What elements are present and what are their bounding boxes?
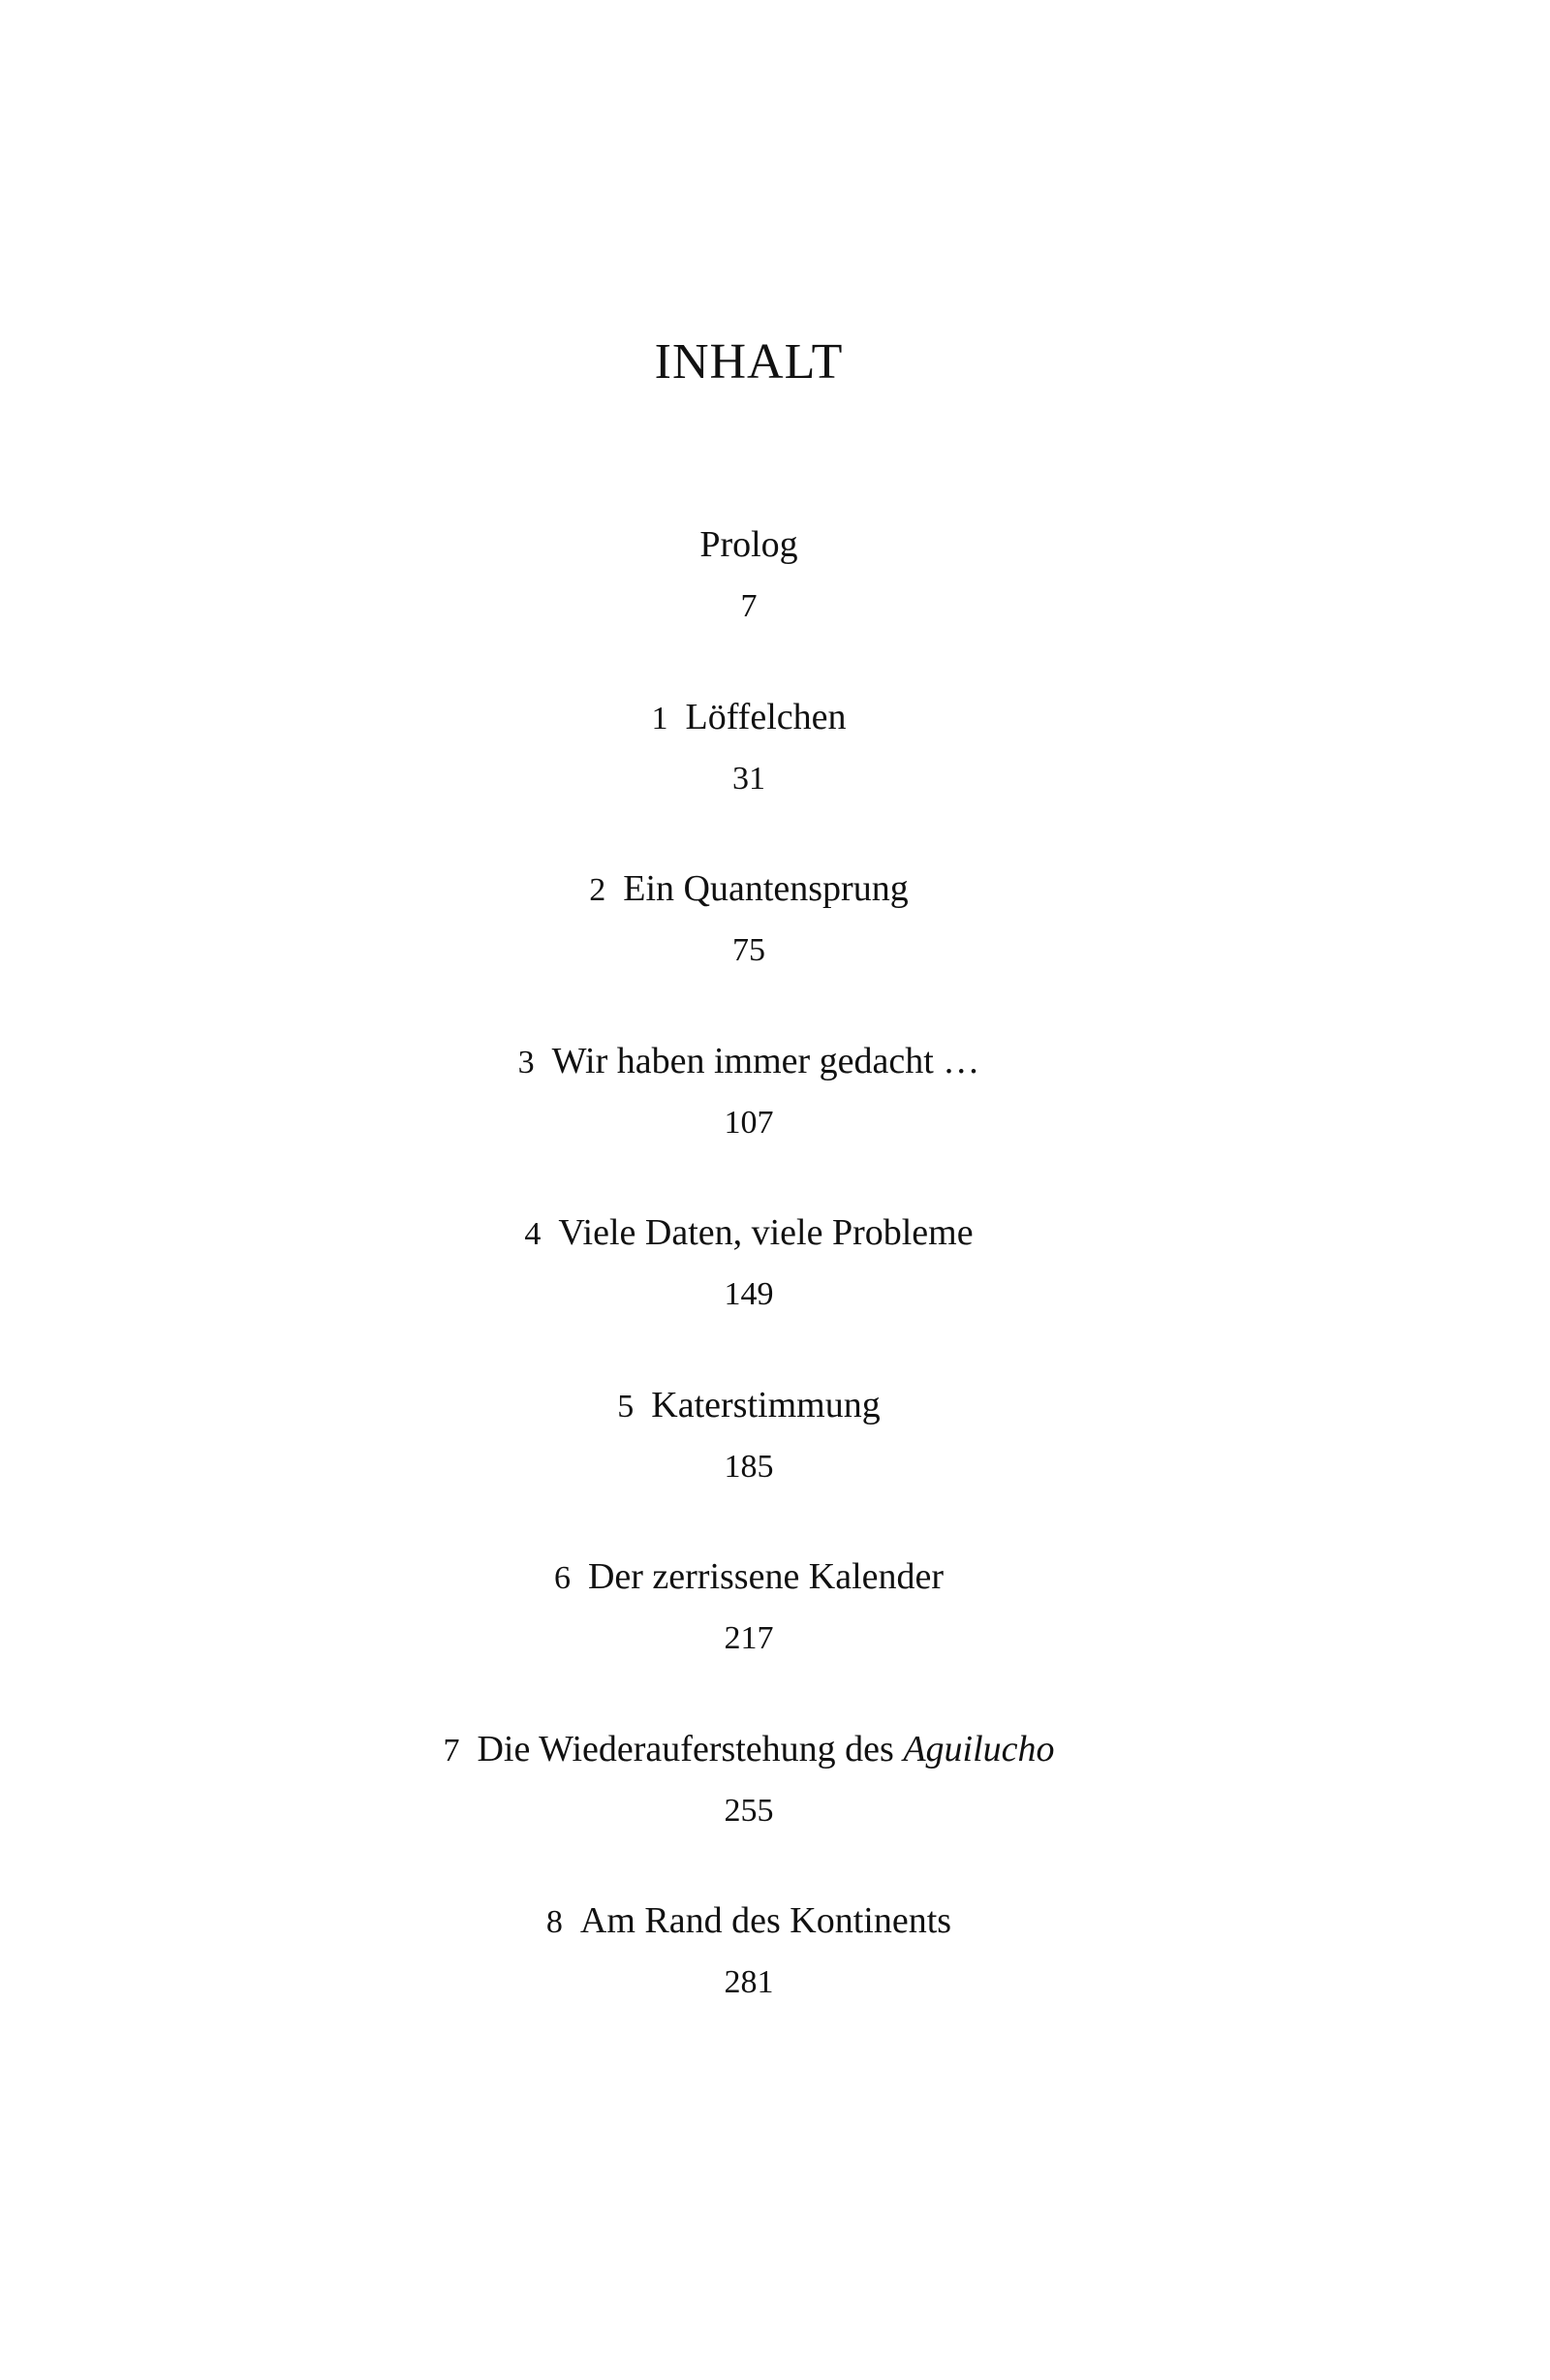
chapter-title	[477, 1729, 1054, 1769]
page-number: 7	[740, 588, 758, 624]
chapter-title-roman: Die Wiederauferstehung des	[477, 1728, 904, 1769]
chapter-title: Der zerrissene Kalender	[587, 1556, 945, 1597]
toc-entry-chapter-4	[0, 1209, 1498, 1382]
page-number: 75	[732, 932, 765, 968]
chapter-title: Ein Quantensprung	[623, 868, 909, 909]
chapter-title: Prolog	[699, 524, 798, 565]
toc-entry-chapter-1	[0, 694, 1498, 866]
page-number: 31	[732, 760, 765, 797]
chapter-number: 1	[651, 700, 668, 736]
page-number: 217	[724, 1620, 774, 1656]
page-number: 281	[724, 1964, 774, 2000]
toc-entry-chapter-2	[0, 865, 1498, 1038]
toc-entry-chapter-6	[0, 1553, 1498, 1726]
chapter-title: Löffelchen	[685, 696, 847, 737]
toc-entry-chapter-5	[0, 1382, 1498, 1554]
chapter-number: 8	[545, 1904, 563, 1940]
chapter-title: Viele Daten, viele Probleme	[558, 1212, 974, 1253]
toc-entry-chapter-8	[0, 1897, 1498, 2070]
chapter-title: Katerstimmung	[651, 1384, 881, 1425]
page-number: 149	[724, 1276, 774, 1312]
toc-entry-chapter-7	[0, 1726, 1498, 1898]
toc-entry-chapter-3	[0, 1038, 1498, 1210]
toc-heading: INHALT	[654, 334, 844, 390]
page-number: 185	[724, 1448, 774, 1485]
chapter-title: Wir haben immer gedacht …	[551, 1040, 980, 1081]
chapter-number: 5	[617, 1388, 635, 1425]
chapter-number: 6	[553, 1560, 571, 1596]
toc-entry-prolog	[0, 521, 1498, 694]
chapter-number: 3	[517, 1044, 535, 1080]
chapter-number: 4	[524, 1216, 542, 1252]
page-number: 107	[724, 1104, 774, 1141]
table-of-contents	[0, 521, 1498, 2070]
chapter-number: 2	[589, 872, 606, 908]
chapter-title: Am Rand des Kontinents	[579, 1900, 952, 1941]
page-number: 255	[724, 1792, 774, 1829]
chapter-number: 7	[443, 1732, 460, 1769]
chapter-title-italic: Aguilucho	[903, 1728, 1055, 1769]
